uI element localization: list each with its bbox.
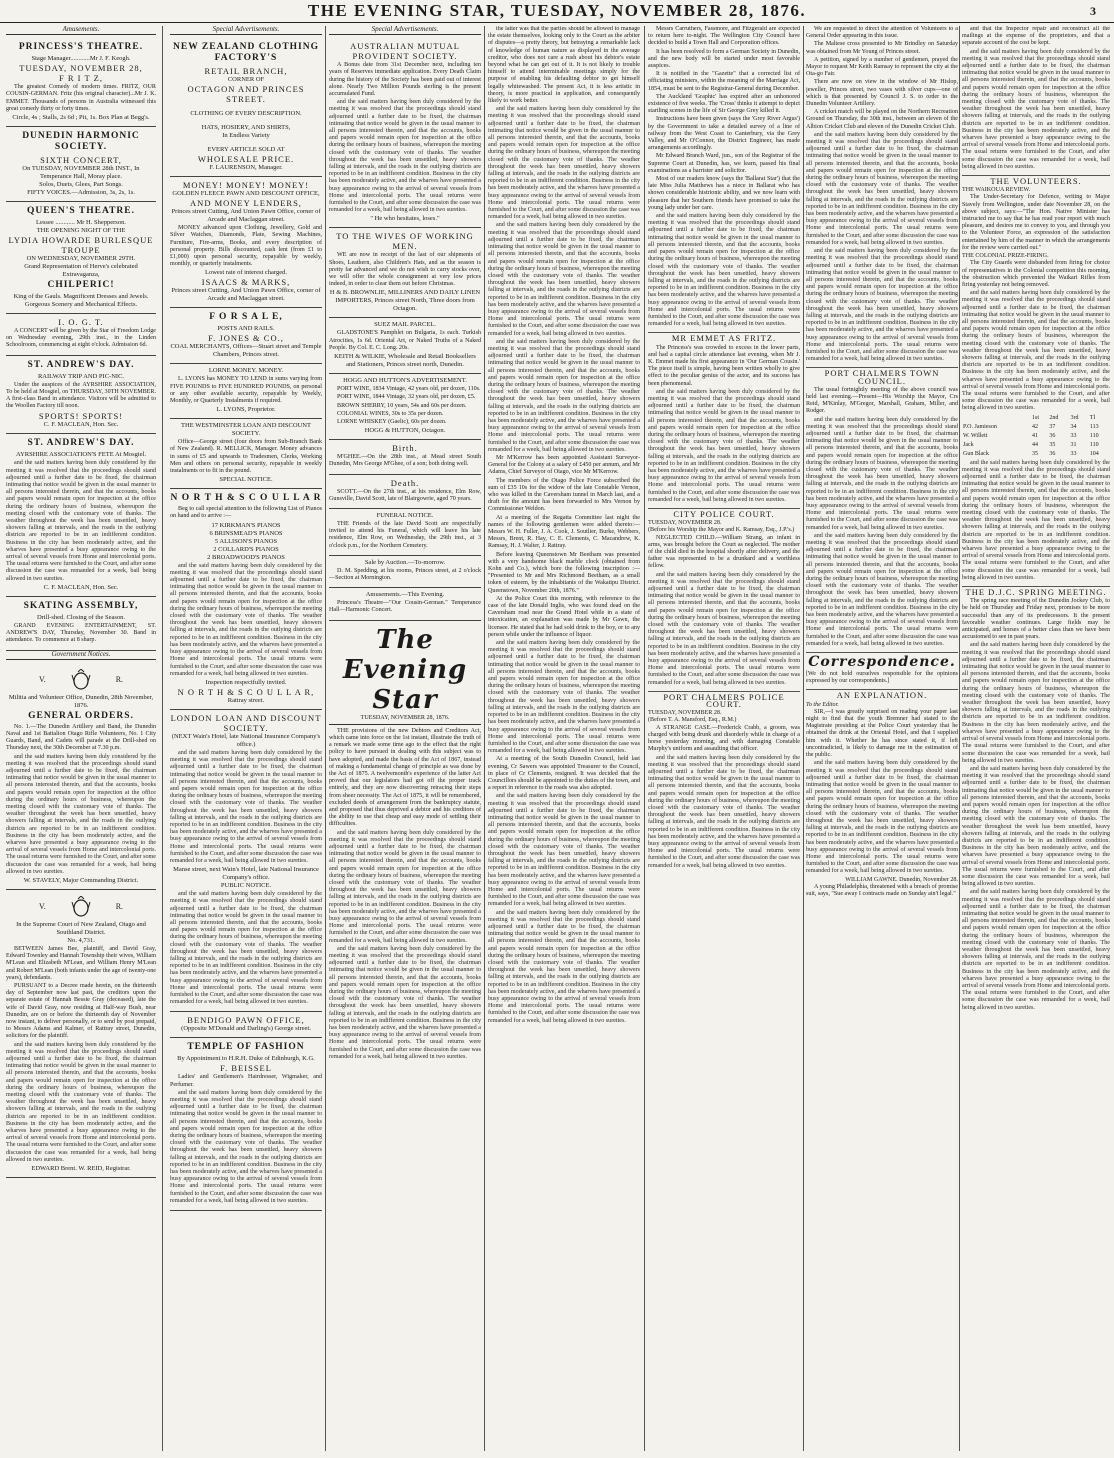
article-text [648, 213, 800, 328]
article-text [648, 572, 800, 687]
article-byline: To the Editor. [806, 701, 839, 708]
article-text [806, 132, 958, 247]
ad-title: I. O. G. T. [58, 317, 104, 328]
article-text [488, 640, 640, 755]
ad-text: Under the auspices of the AYRSHIRE ASSOCIATION, To be held at Mosgiel, on THURSDAY, 30TH NOVEMBER. A first-class Band in attendance. Visitors will be admitted to the Woollen Factory till noon. [6, 381, 156, 410]
ad-text: PURSUANT to a Decree made herein, on the thirteenth day of September now last past, the creditors upon the separate estate of Hannah Bessie Gray (deceased), late the wife of David Gray, now residing at Half-way Bush, near Dunedin, are on or before the thirteenth day of November now instant, to deliver personally, or to send by post prepaid, to Messrs Adams and Kalmer, of Rattray street, Dunedin, solicitors for the plaintiff. [6, 982, 156, 1040]
ad-title: TO THE WIVES OF WORKING MEN. [336, 231, 474, 252]
ad-line: AYRSHIRE ASSOCIATION'S FETE At Mosgiel. [15, 451, 147, 459]
ad-text [170, 750, 322, 865]
ad-title: LORNE MONEY. MONEY. [208, 367, 284, 375]
score-table [962, 414, 1110, 460]
article-text [329, 830, 481, 945]
ad-line: Inspection respectfully invited. [205, 678, 287, 686]
ad-text: GRAND EVENING ENTERTAINMENT, ST. ANDREW'S DAY, Thursday, November 30. Band in attendance. To commence at 8 sharp. [6, 622, 156, 644]
article-text: SIR,—I was greatly surprised on reading your paper last night to find that the youth Bremner had stated to the Magistrate presiding at the Police Court yesterday that he obtained the drink at the Oriental Hotel, and that I supplied him with it. Whether he has since stated it, if left uncontradicted, is likely to damage me in the estimation of the public. [806, 708, 958, 759]
article-text [962, 49, 1110, 171]
section-header-special-ads: Special Advertisements. [170, 26, 322, 35]
column-3 [329, 26, 481, 1451]
article-text [962, 642, 1110, 764]
table-cell: 44 [1032, 442, 1039, 449]
notice-title: Amusements.—This Evening. [365, 591, 445, 599]
ad-line: LYDIA HOWARDE BURLESQUE TROUPE [8, 235, 154, 256]
ad-line: POSTS AND RAILS. [217, 325, 275, 333]
article-text [806, 533, 958, 648]
article-text [488, 910, 640, 1025]
ad-line: COAL MERCHANTS, Offices—Stuart street and Temple Chambers, Princes street. [170, 343, 322, 359]
ad-title: MONEY! MONEY! MONEY! [182, 180, 310, 191]
article-text [962, 889, 1110, 1011]
article-heading: PORT CHALMERS TOWN COUNCIL. [806, 367, 958, 384]
ad-text [6, 460, 156, 582]
ad-text [329, 99, 481, 214]
section-header-amusements: Amusements. [6, 26, 156, 35]
paper-date: TUESDAY, NOVEMBER 28, 1876. [329, 715, 481, 725]
table-cell: 110 [1089, 432, 1099, 439]
table-row [962, 423, 1110, 432]
ad-line: F. BEISSEL [220, 1063, 272, 1074]
table-cell: Gun Black [963, 451, 989, 458]
article-text [962, 766, 1110, 888]
ad-text [170, 891, 322, 1006]
royal-arms-icon [66, 669, 96, 691]
editorial-article [329, 728, 481, 1061]
article-text: A petition, signed by a number of gentlemen, prayed the Mayor to request Mr Keith Ramsay to represent the city at the Ota-go Fair. [806, 56, 958, 78]
notice-death [329, 475, 481, 509]
correspondence-heading: Correspondence. [806, 652, 958, 671]
notice-birth [329, 440, 481, 474]
ad-text: L. LYONS has MONEY TO LEND in sums varying from FIVE POUNDS to FIVE HUNDRED POUNDS, on personal or any other available security, repayable by Weekly, Monthly, or Quarterly Instalments if required. [170, 376, 322, 405]
column-rule [484, 26, 485, 1451]
table-header-cell: 1st [1032, 414, 1040, 421]
article-subheading: THE COLONIAL PRIZE-FIRING. [962, 253, 1049, 260]
ad-line: Circle, 4s ; Stalls, 2s 6d ; Pit, 1s. Box Plan at Begg's. [12, 114, 150, 122]
ad-line: F. LAURENSON, Manager. [209, 164, 283, 172]
ad-line: PUBLIC NOTICE. [220, 882, 272, 890]
ad-st-andrews-fete [6, 434, 156, 596]
article-text: The Auckland 'Graphic' has expired after an unhonored existence of five weeks. The 'Cross' thinks it attempt to depict startling scenes in the life of Sir George Grey killed it. [648, 93, 800, 115]
article-text: Before leaving Queenstown Mr Beetham was presented with a very handsome black marble clock (obtained from Kohn and Co.), which bore the following inscription :— "Presented to Mr and Mrs Richmond Beetham, as a small token of esteem, by the inhabitants of the Wakatipu District. Queenstown, November 20th, 1876." [488, 551, 640, 594]
ad-line: C. F. MACLEAN, Hon. Sec. [43, 421, 119, 429]
ad-bendigo-pawn [170, 1012, 322, 1038]
ad-text: A Bonus date from 31st December next, including ten years of Reserves immediate application. Every Death Claim during the history of the Society has been paid out of interest alone. Nearly Two Million Pounds sterling is the present accumulated Fund. [329, 62, 481, 98]
ad-line: OCTAGON AND PRINCES STREET. [187, 84, 305, 105]
ad-text [6, 1042, 156, 1164]
ad-line: HOGG & HUTTON, Octagon. [364, 427, 446, 435]
article-text: The Maltese cross presented to Mr Brindley on Saturday was obtained from Mr Young of Princes street. [806, 41, 958, 55]
article-text [806, 248, 958, 363]
ad-line: Stage Manager............Mr J. F. Keogh. [31, 55, 131, 63]
royal-crest [6, 669, 156, 691]
article-text [648, 389, 800, 504]
notice-text: THE Friends of the late David Scott are respectfully invited to attend his Funeral, which will leave his late residence, Elm Row, on Wednesday, the 29th inst., at 3 o'clock p.m., for the Northern Cemetery. [329, 520, 481, 549]
ad-line: CHILPERIC! [47, 280, 115, 291]
ad-title: QUEEN'S THEATRE. [26, 206, 136, 217]
notice-supreme-court [6, 890, 156, 1178]
article-text [648, 755, 800, 870]
ad-line: RAILWAY TRIP AND PIC-NIC. [37, 372, 125, 380]
masthead [0, 0, 1114, 23]
article-text: The City Guards were disbanded from firing for choice of representatives in the Colonial competition this morning, the obstruction which prevented the Waikari Rifles from firing yesterday not being removed. [962, 260, 1110, 288]
ad-line: RETAIL BRANCH, [204, 66, 288, 77]
ad-line: In Endless Variety [222, 132, 270, 140]
table-cell: 42 [1032, 423, 1039, 430]
piano-item: 5 ALLISON'S PIANOS [214, 537, 278, 545]
ad-lyons [170, 364, 322, 419]
article-byline: (Before T. A. Mansford, Esq., R.M.) [648, 717, 737, 724]
notice-amusements-evening [329, 588, 481, 620]
news-items [962, 26, 1110, 1012]
ad-line: N O R T H & S C O U L L A R, [177, 686, 315, 697]
ad-text: A CONCERT will be given by the Star of Freedom Lodge on Wednesday evening, 29th inst., in the Linden Schoolroom, commencing at eight o'clock. Admission 6d. [6, 328, 156, 349]
article-heading: AN EXPLANATION. [806, 689, 958, 699]
table-header-row [962, 414, 1110, 423]
article-text: the latter was that the parties should be allowed to manage the estate themselves, looking only to the Court as the arbiter of disputes—a pretty theory, but betraying a remarkable lack of knowledge of human nature as displayed in the average creditor, who does not care a rush about his debtor's estate beyond what he can get out of it. It is not likely to trouble himself to attend interminable meetings simply for the purpose of enabling his defaulting debtor to get himself legally whitewashed. The present Act, it is less artistic in theory, is more practical in application, and consequently likely to work better. [488, 26, 640, 105]
article-text: Mr M'Kerrow has been appointed Assistant Surveyor-General for the Colony at a salary of £450 per annum, and Mr Adams, Chief Surveyor of Otago, vice Mr M'Kerrow. [488, 454, 640, 476]
article-heading: MR EMMET AS FRITZ. [648, 332, 800, 342]
ad-line: (Opposite M'Donald and Darling's) George street. [181, 1025, 311, 1033]
article-text [488, 793, 640, 908]
ad-title: NEW ZEALAND CLOTHING FACTORY'S [173, 42, 319, 64]
ad-line: Lowest rate of interest charged. [205, 269, 287, 277]
table-cell: 34 [1070, 423, 1077, 430]
ad-line: HATS, HOSIERY, AND SHIRTS, [201, 124, 291, 132]
column-rule [644, 26, 645, 1451]
ad-line: " He who hesitates, loses." [370, 215, 440, 223]
ad-text [170, 1090, 322, 1205]
ad-temple-of-fashion [170, 1038, 322, 1211]
ad-title: LONDON LOAN AND DISCOUNT SOCIETY. [170, 712, 322, 733]
ad-for-sale [170, 308, 322, 364]
ad-line: Princes street Cutting, And Union Pawn Office, corner of Arcade and Maclaggan street. [171, 208, 321, 224]
notice-title: FUNERAL NOTICE. [376, 511, 434, 519]
table-cell: 35 [1049, 442, 1056, 449]
ad-title: BENDIGO PAWN OFFICE, [187, 1015, 305, 1026]
article-heading: THE VOLUNTEERS. [962, 175, 1110, 185]
royal-crest [6, 896, 156, 918]
ad-text: GLADSTONE'S Pamphlet on Bulgaria, 1s each. Turkish Atrocities, 1s 6d. Oriental Art, or Naked Truths of a Naked People. By Col. E. C. Long. 20s. [329, 330, 481, 351]
ad-line: H & B. BROWNLIE, MILLINERS AND DAILY LINEN IMPORTERS, Princes street North, Three doors from Octagon. [329, 289, 481, 313]
wine-item: PORT WINE, 1834 Vintage, 42 years old, per dozen, 110s. [337, 386, 481, 393]
article-byline: (Before his Worship the Mayor and K. Ramsay, Esq., J.P.'s.) [648, 527, 795, 534]
table-cell: 33 [1070, 432, 1077, 439]
ad-line: WHOLESALE PRICE. [197, 154, 295, 165]
table-cell: 41 [1032, 432, 1039, 439]
notice-text: Princess's Theatre—"Our Cousin-German." Temperance Hall—Harmonic Concert. [329, 600, 481, 614]
table-row [962, 450, 1110, 459]
article-text [488, 222, 640, 337]
ad-line: ISAACS & MARKS, [201, 277, 291, 288]
table-cell: P.O. Jamieson [963, 423, 997, 430]
column-1 [6, 26, 156, 1451]
royal-arms-icon [66, 896, 96, 918]
table-row [962, 441, 1110, 450]
ad-text: BETWEEN James Bee, plaintiff, and David Gray, Edward Townley and Hannah Township their wives, William M'Lean and Elizabeth M'Lean, and William Henry M'Lean and Robert M'Lean (both infants under the age of twenty-one years), defendants. [6, 945, 156, 981]
ad-line: Solos, Duets, Glees, Part Songs. [39, 181, 123, 189]
table-cell: 33 [1070, 451, 1077, 458]
table-cell: 113 [1089, 423, 1099, 430]
ad-nz-clothing [170, 38, 322, 177]
article-signature: WILLIAM GAWNE. Dunedin, November 28. [845, 876, 958, 883]
article-text: It is notified in the "Gazette" that a corrected list of officiating ministers, within the meaning of the Marriage Act, 1854, must be sent to the Registrar-General during December. [648, 71, 800, 92]
article-text [806, 417, 958, 532]
crest-letter: R. [115, 675, 124, 685]
ad-queens-theatre [6, 202, 156, 314]
article-text: We are requested to direct the attention of Volunteers to a General Order appearing in this issue. [806, 26, 958, 40]
ad-title: F O R S A L E, [209, 312, 283, 323]
ad-line: Rattray street. [227, 696, 265, 704]
ad-line: Drill-shed. Closing of the Season. [36, 613, 126, 621]
ad-amp-society [329, 38, 481, 228]
ad-text: Ladies' and Gentlemen's Hairdresser, Wigmaker, and Perfumer. [170, 1074, 322, 1088]
crest-letter: V. [38, 675, 46, 685]
article-text: The usual fortnightly meeting of the above council was held last evening.—Present—His Worship the Mayor, Crs Reid, M'Kinlay, M'Gregor, Marshall, Graham, Miller, and Rodger. [806, 386, 958, 415]
ad-suez-mail [329, 318, 481, 374]
table-header-cell: 3rd [1070, 414, 1079, 421]
ad-london-loan [170, 710, 322, 1013]
ad-line: F. JONES & CO., [208, 333, 284, 344]
piano-item: 2 COLLARD'S PIANOS [213, 545, 279, 553]
ad-iogt [6, 314, 156, 356]
ad-title: ST. ANDREW'S DAY. [27, 359, 135, 370]
ad-line: SPECIAL NOTICE. [219, 476, 273, 484]
ad-text: Beg to call special attention to the following List of Pianos on hand and to arrive :— [170, 506, 322, 520]
table-cell: W. Willett [963, 432, 988, 439]
ad-line: CLOTHING OF EVERY DESCRIPTION. [190, 110, 302, 118]
ad-text [170, 563, 322, 678]
table-cell: 36 [1049, 432, 1056, 439]
notice-title: Sale by Auction.—To-morrow. [364, 558, 446, 566]
piano-item: 6 BRINSMEAD'S PIANOS [209, 529, 283, 537]
section-header-government: Government Notices. [6, 651, 156, 660]
column-5 [648, 26, 800, 1451]
ad-line: Grand Representation of Herve's celebrated Extravaganza, [24, 263, 138, 279]
ad-text: No. 1.—The Dunedin Artillery and Band, the Dunedin Naval and 1st Battalion Otago Rifle Volunteers, No. 1 City Guards, Band, and Cadets will parade at the Drill-shed on Thursday next, the 30th December at 7.30 p.m. [6, 723, 156, 752]
ad-line: Princes street Cutting, And Union Pawn Office, corner of Arcade and Maclaggan street. [171, 287, 321, 303]
article-text [806, 760, 958, 875]
column-rule [803, 26, 804, 1451]
column-7 [962, 26, 1110, 1451]
notice-funeral [329, 509, 481, 556]
table-header-cell: 2nd [1049, 414, 1059, 421]
article-text: A young Philadelphia, threatened with a breach of promise suit, says, "Sue away I contracts made on Sunday ain't legal." [806, 883, 958, 897]
notice-text: D. M. Spedding, at his rooms, Princes street, at 2 o'clock—Section at Mornington. [329, 567, 481, 581]
article-note: [We do not hold ourselves responsible for the opinions expressed by our correspondents.] [806, 671, 958, 685]
ad-title: ST. ANDREW'S DAY. [27, 438, 135, 449]
ad-title: N O R T H & S C O U L L A R [170, 493, 322, 504]
crest-letter: R. [115, 902, 124, 912]
ad-title: SUEZ MAIL PARCEL. [374, 321, 436, 329]
article-text [488, 106, 640, 221]
ad-line: No. 4,731. [67, 936, 95, 944]
article-text: Mr Edward Branch Ward, jun., son of the Registrar of the Supreme Court at Dunedin, has, we learn, passed his final examinations as a barrister and solicitor. [648, 153, 800, 174]
ad-line: By Appointment to H.R.H. Duke of Edinburgh, K.G. [177, 1055, 315, 1063]
notice-title: Death. [390, 477, 420, 488]
ad-line: EVERY ARTICLE SOLD AT [207, 146, 285, 154]
article-date: TUESDAY, NOVEMBER 28. [648, 710, 722, 717]
article-text: The spring race meeting of the Dunedin Jockey Club, to be held on Thursday and Friday next, promises to be more successful than any of its predecessors. It the present favorable weather continues. Large fields may be anticipated, and horses of a better class than we have been accustomed to see in past years. [962, 598, 1110, 641]
ad-line: FIFTY VOICES.—Admission, 3s, 2s, 1s. [27, 189, 135, 197]
ad-line: King of the Gauls. Magnificent Dresses and Jewels. Gorgeous Scenery and Mechanical Effects. [13, 293, 149, 309]
article-text: A STRANGE CASE.—Frederick Crabb, a groom, was charged with being drunk and disorderly while in charge of a horse yesterday morning, and with damaging Constable Murphy's uniform and assaulting that officer. [648, 724, 800, 753]
ad-line: GOLDEN FLEECE PAWN AND DISCOUNT OFFICE, [172, 190, 320, 198]
ad-line: F R I T Z, [59, 73, 103, 84]
table-cell: 35 [1032, 451, 1039, 458]
ad-hogg-hutton [329, 374, 481, 440]
ad-line: C. F. MACLEAN, Hon. Sec. [43, 583, 119, 591]
ad-wives-of-working-men [329, 228, 481, 318]
column-rule [162, 26, 163, 1451]
table-cell: 104 [1089, 451, 1099, 458]
ad-line: Lessee ............ Mr H. Shepperson. [36, 219, 126, 227]
article-text: and that the Inspector repair and reconstruct all the mailings at the expense of the proprietors, and that a separate account of the cost be kept. [962, 26, 1110, 47]
ad-line: L. LYONS, Proprietor. [216, 406, 276, 414]
article-text: Most of our readers know (says the 'Ballarat Star') that the late Miss Julia Matthews has a niece in Ballarat who has shown considerable histrionic ability, and we now learn with pleasure that her Southern friends have promised to take the young lady under her care. [648, 176, 800, 211]
ad-harmonic-society [6, 127, 156, 202]
section-header-special-ads: Special Advertisements. [329, 26, 481, 35]
article-text: NEGLECTED CHILD.—William Strang, an infant in arms, was brought before the Court as neglected. The mother of the child died in the hospital shortly after delivery, and the father was represented to be a drunkard and a worthless fellow. [648, 534, 800, 570]
table-header-cell: Tl [1089, 414, 1096, 421]
notice-general-orders [6, 663, 156, 890]
notice-text: M'GHEE.—On the 28th inst., at Mead street South Dunedin, Mrs George M'Ghee, of a son; both doing well. [329, 454, 481, 468]
article-subheading: THE WAIKOUA REVIEW. [962, 187, 1031, 194]
column-rule [959, 26, 960, 1451]
ad-line: THE OPENING NIGHT OF THE [36, 227, 126, 235]
piano-item: 2 BROADWOOD'S PIANOS [207, 553, 285, 561]
notice-sale-by-auction [329, 556, 481, 588]
table-cell: 110 [1089, 442, 1099, 449]
column-rule [325, 26, 326, 1451]
article-text [488, 339, 640, 454]
masthead-title: THE EVENING STAR, TUESDAY, NOVEMBER 28, 1876. [307, 1, 807, 20]
ad-title: AUSTRALIAN MUTUAL PROVIDENT SOCIETY. [350, 41, 460, 62]
ad-text [6, 754, 156, 876]
news-items [806, 26, 958, 898]
wine-item: BROWN SHERRY, 10 years, 54s and 60s per dozen. [337, 402, 467, 409]
table-cell: 31 [1070, 442, 1077, 449]
ad-title: DUNEDIN HARMONIC SOCIETY. [22, 131, 140, 153]
ad-line: W. STAVELY, Major Commanding District. [23, 876, 139, 884]
editorial-continued [488, 26, 640, 1025]
page-number: 3 [1090, 4, 1096, 18]
ad-princess-theatre [6, 38, 156, 127]
article-text: THE provisions of the new Debtors and Creditors Act, which came into force on the 1st instant, illustrate the truth of a remark we made some time ago to the effect that the right policy to have pursued in dealing with this subject was to have adopted, and made the basis of the Act of 1867, instead of making a fundamental change of principle as was done by the Act of 1875. A twelvemonth's experience of the latter Act proved that our legislators had got off the proper track entirely, and they are now discovering retracing their steps from sheer necessity. The Act of 1875, it will be remembered, excluded deeds of arrangement from the bankruptcy statute, and proposed that thus deprived a debtor and his creditors of the ability to use that cheap and easy mode of settling their difficulties. [329, 727, 481, 828]
article-text: Instructions have been given (says the 'Grey River Argus') by the Government to take a detailed survey of a line of railway from the West Coast to Canterbury, via the Grey Valley, and Mr O'Connor, the District Engineer, has made arrangements accordingly. [648, 116, 800, 152]
ad-st-andrews-day [6, 356, 156, 435]
article-text [329, 946, 481, 1061]
ad-line: Manse street, next Wain's Hotel, late National Insurance Company's office. [173, 866, 319, 882]
ad-title: HOGG AND HUTTON'S ADVERTISEMENT. [343, 377, 467, 385]
table-row [962, 432, 1110, 441]
wine-item: LORNE WHISKEY (Gaelic), 60s per dozen. [337, 418, 447, 425]
notice-text: SCOTT.—On the 27th inst., at his residence, Elm Row, Gunsville, David Scott, late of Blairgowrie, aged 70 years. [329, 488, 481, 502]
article-text [962, 290, 1110, 412]
table-cell: 37 [1049, 423, 1056, 430]
article-text: It has been resolved to form a German Society in Dunedin, and the new body will be started under most favorable auspices. [648, 48, 800, 70]
article-text: At a meeting of the Regatta Committee last night the names of the following gentlemen were added thereto:—Messrs W. H. Fuller, J. A. Cook, J. Soutlier, Burke, Webbers, Messrs, Brent, R. Hay, C. E. Clements, C. Macandrew, K. Ramsay, H. J. Walter, J. Rattray. [488, 514, 640, 550]
ad-north-scoullar [170, 489, 322, 710]
article-text: The members of the Otago Police Force subscribed the sum of £35 10s for the widow of the late Constable Vernon, who was killed in the Caversham tunnel in March last, and a draft for the amount has been forwarded to Mrs Vernon by Commissioner Weldon. [488, 477, 640, 513]
table-cell: Jack [963, 442, 974, 449]
article-text: The Under-Secretary for Defence, writing to Major Stavely from Wellington, under date November 28, on the above subject, says:—"The Hon. Native Minister has instructed me to say that he has read your report with much pleasure, and desires me to convey to you, and through you to the Volunteer Force, an expression of the satisfaction entertained by him of the manner in which the arrangements for the review were carried out." [962, 194, 1110, 251]
ad-golden-fleece [170, 177, 322, 308]
article-text [962, 460, 1110, 582]
ad-title: THE WESTMINSTER LOAN AND DISCOUNT SOCIETY. [181, 422, 311, 438]
ad-title: TEMPLE OF FASHION [187, 1042, 305, 1053]
ad-line: CORNER OF [227, 76, 265, 84]
wine-item: COLONIAL WINES, 30s to 35s per dozen. [337, 410, 444, 417]
ad-line: SIXTH CONCERT, [40, 155, 122, 166]
piano-item: 17 KIRKMAN'S PIANOS [211, 521, 281, 529]
article-text: At a meeting of the South Dunedin Council, held last evening, Cr Sawers was appointed Treasurer to the Council, in place of Cr Clements, resigned. It was decided that the Councillors should be appointed to the duties of the town, and a report in reference to the roads was also adopted. [488, 756, 640, 792]
article-heading: PORT CHALMERS POLICE COURT. [648, 691, 800, 708]
ad-line: On TUESDAY, NOVEMBER 28th INST., In Temperance Hall, Moray place. [22, 165, 140, 181]
table-header-cell [962, 414, 1031, 423]
article-text: At the Police Court this morning, with reference to the case of the late Donald Inglis, who was found dead on the Caversham road near the Grand Hotel while in a state of intoxication, an explanation was made by Mr Gawn, the licensee. He stated that he had sold drink to the boy, or to any person while under the influence of liquor. [488, 595, 640, 638]
news-items [648, 26, 800, 870]
article-text: Messrs Carruthers, Fassmore, and Fitzgerald are expected to return here to-night. The Wellington City Council have decided to build a Town Hall and Corporation offices. [648, 26, 800, 47]
ad-line: TUESDAY, NOVEMBER 28, [19, 63, 143, 74]
ad-line: EDWARD Brent. W. REID, Registrar. [31, 1165, 131, 1173]
article-text: The Princess's was crowded to excess in the lower parts, and had a capital circle attendance last evening, when Mr J. K. Emmet made his first appearance in 'Our German Cousin.' The piece itself is simple, having been written wholly to give effect to the peculiar genius of the actor, and its success has been phenomenal. [648, 344, 800, 387]
column-2 [170, 26, 322, 1451]
table-cell: 36 [1049, 451, 1056, 458]
crest-letter: V. [38, 902, 46, 912]
ad-text: MONEY advanced upon Clothing, Jewellery, Gold and Silver Watches, Diamonds, Plate, Sewing Machines, Furniture, Fire-arms, Books, and every description of personal property. Bills discounted, cash lent (from £1 to £1,000) upon personal security, repayable by weekly, monthly, or quarterly instalments. [170, 225, 322, 268]
ad-text: The greatest Comedy of modern times. FRITZ, OUR COUSIN-GERMAN. Fritz (his original character)...Mr J. K. EMMET. Thousands of persons in Australia witnessed this great comedy thirty or forty times. [6, 84, 156, 112]
ad-westminster-loan [170, 419, 322, 489]
article-date: TUESDAY, NOVEMBER 28. [648, 520, 722, 527]
article-text: There are now on view in the window of Mr Hislop, jeweller, Princes street, two vases with silver cups—one of which is that presented by Council J. S. to order to the Dunedin Volunteer Artillery. [806, 79, 958, 108]
article-text: A cricket match will be played on the Northern Recreation Ground on Thursday, the 30th inst., between an eleven of the Albion Cricket Club and eleven of the Dunedin Cricket Club. [806, 109, 958, 130]
wine-item: PORT WINE, 1844 Vintage, 32 years old, per dozen, £5. [337, 394, 476, 401]
ad-skating-assembly [6, 597, 156, 651]
ad-line: SPORTS! SPORTS! [38, 411, 124, 422]
ad-title: SKATING ASSEMBLY, [23, 600, 139, 611]
notice-title: Birth. [392, 443, 418, 454]
column-6 [806, 26, 958, 1451]
ad-line: Militia and Volunteer Office, Dunedin, 28th November, 1876. [8, 693, 154, 709]
ad-line: ON WEDNESDAY, NOVEMBER 29TH. [26, 255, 136, 263]
ad-line: KEITH & WILKIE, Wholesale and Retail Booksellers and Stationers, Princes street north, Dunedin. [334, 353, 476, 369]
ad-line: (NEXT Wain's Hotel, late National Insurance Company's office.) [171, 732, 321, 748]
column-4 [488, 26, 640, 1451]
ad-line: AND MONEY LENDERS, [190, 198, 302, 209]
article-heading: CITY POLICE COURT. [648, 508, 800, 518]
article-heading: THE D.J.C. SPRING MEETING. [962, 586, 1110, 596]
ad-text: WE are now in receipt of the last of our shipments of Shoes, Leathern, also Children's Hats, and as the season is pretty far advanced and we do not wish to carry stocks over, we will offer the whole consignment at very low prices indeed, in order to clear them out before Christmas. [329, 252, 481, 288]
ad-text: Office—George street (four doors from Sub-Branch Bank of New Zealand). R. MELLICK, Manager. Money advances in sums of £5 and upwards to Tradesmen, Clerks, Working Men and others on personal security, repayable in weekly instalments or to fit in the pound. [170, 439, 322, 475]
paper-nameplate: The Evening Star [342, 624, 468, 715]
ad-title: PRINCESS'S THEATRE. [18, 42, 144, 53]
ad-line: In the Supreme Court of New Zealand, Otago and Southland District. [16, 920, 146, 936]
ad-title: GENERAL ORDERS. [28, 710, 134, 721]
